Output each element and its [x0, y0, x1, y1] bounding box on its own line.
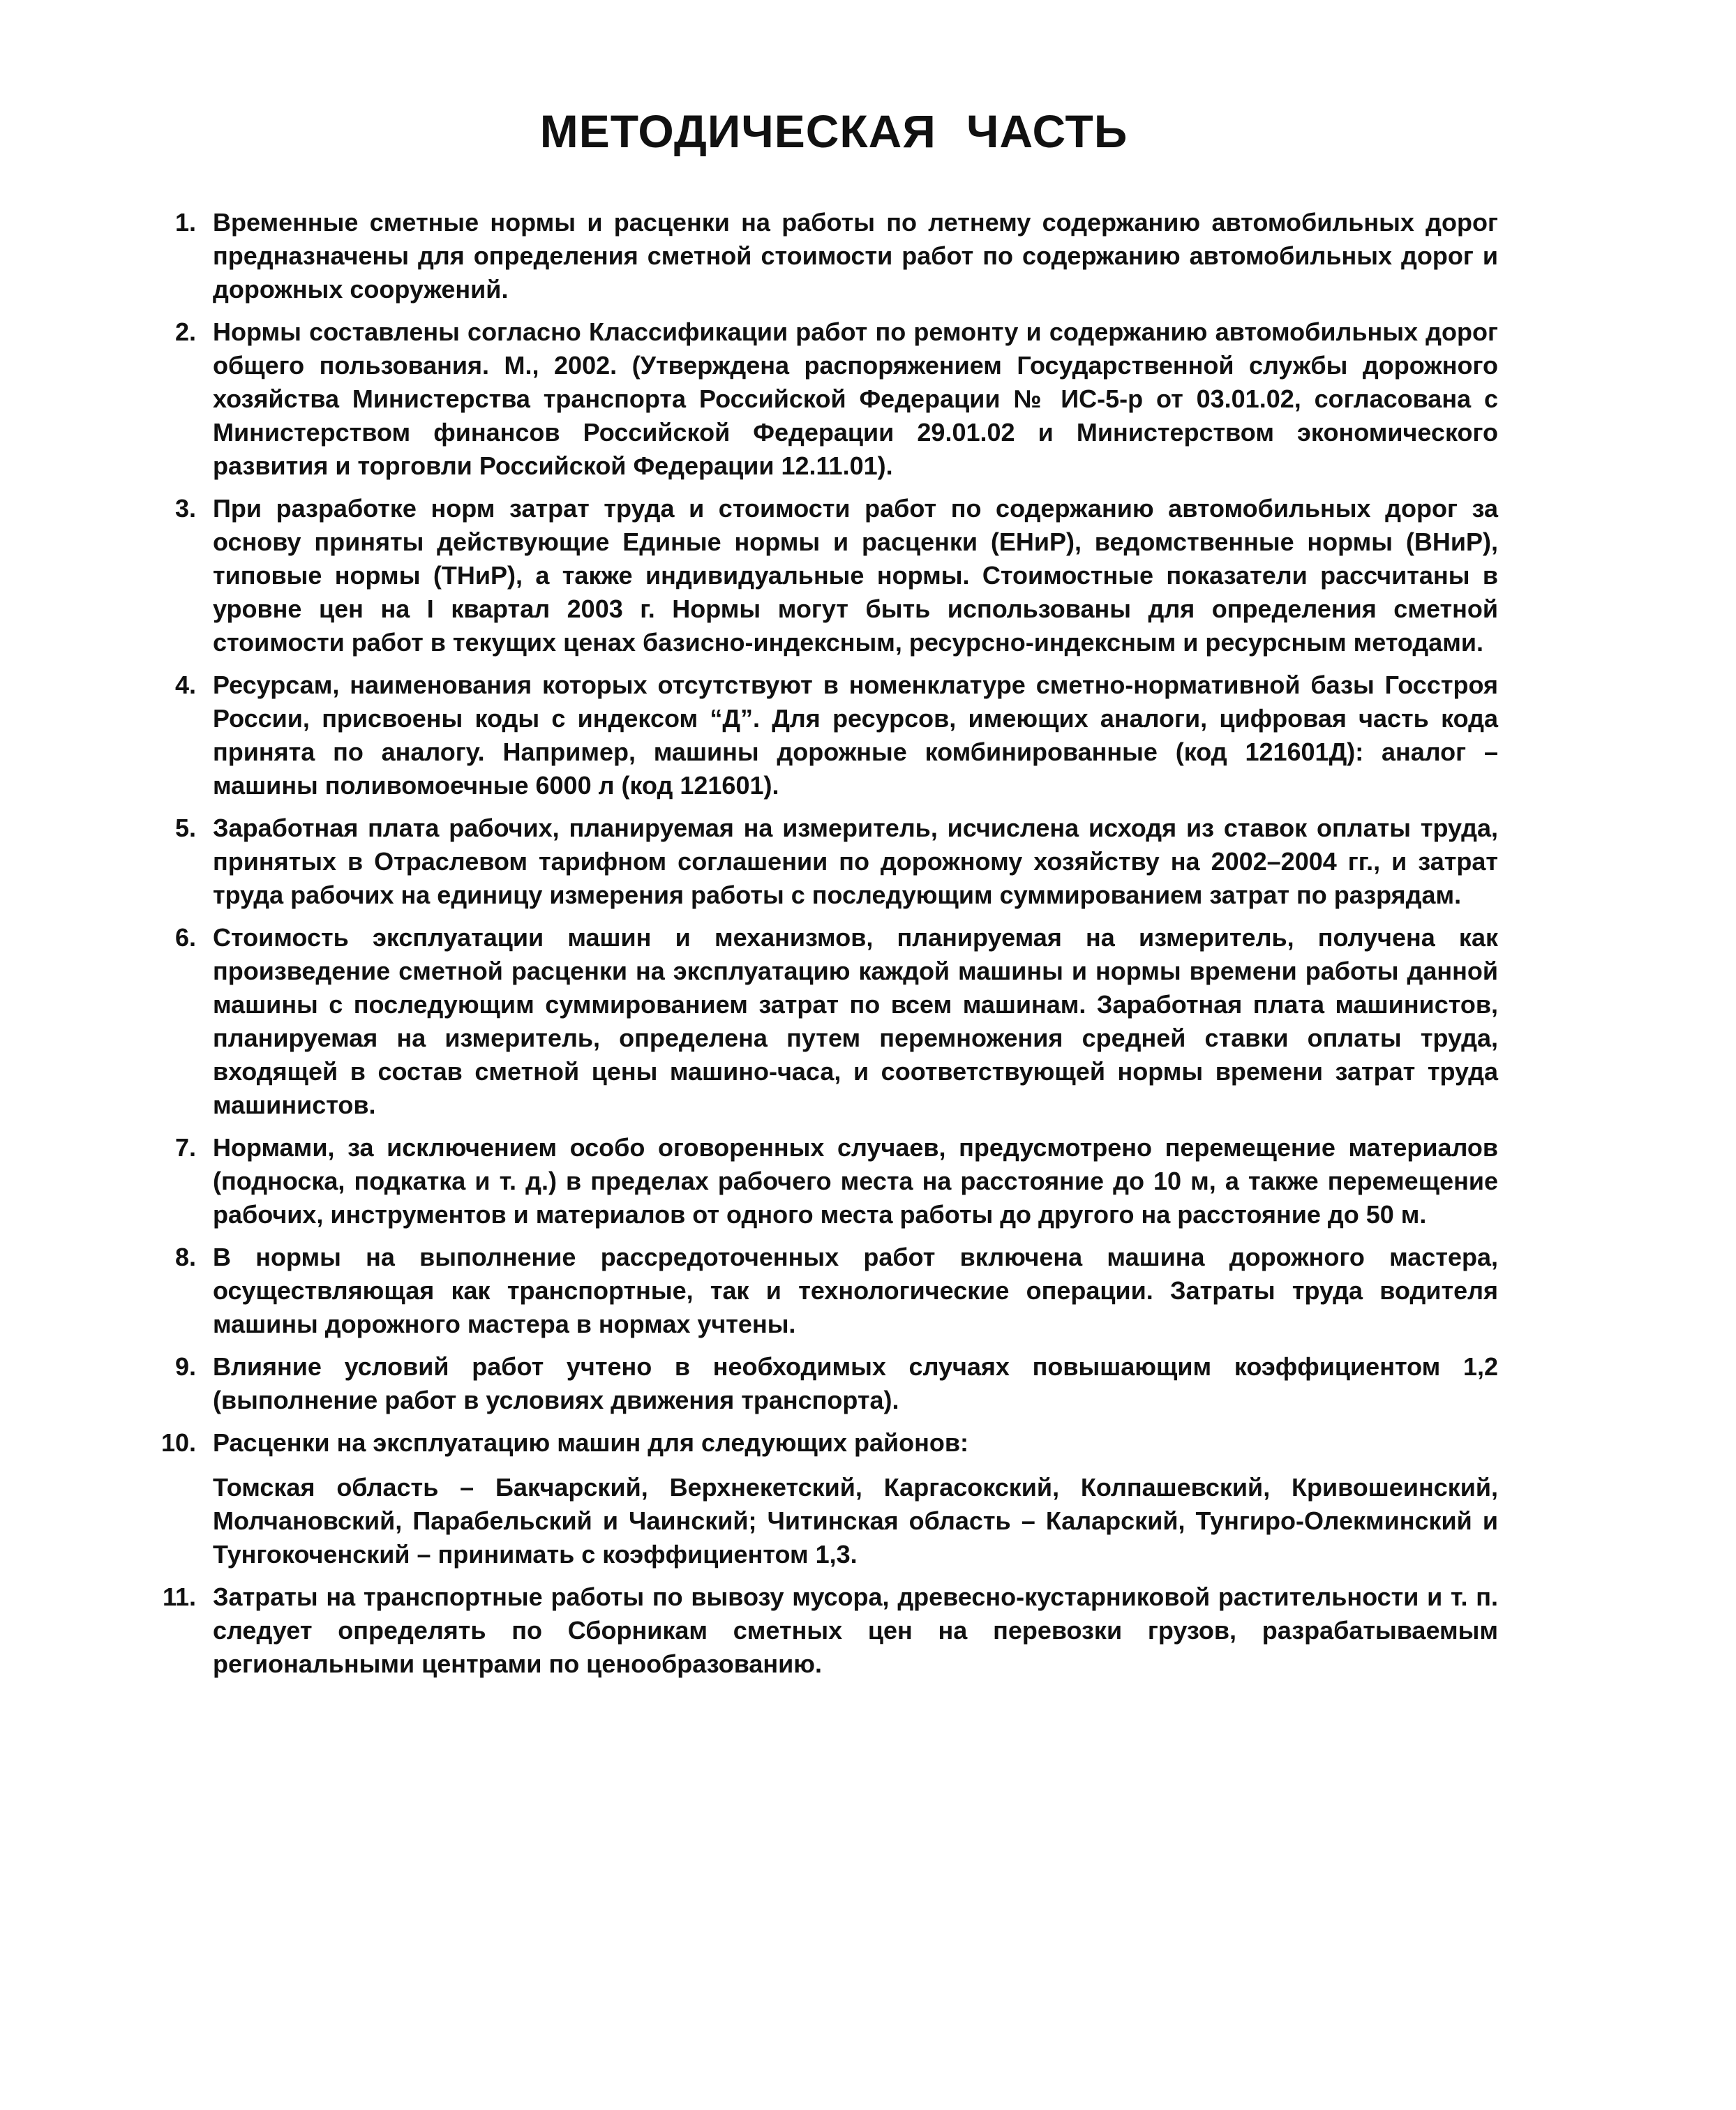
item-number: 5.	[174, 814, 196, 842]
list-item-4	[174, 668, 1498, 802]
list-item-11	[162, 1580, 1498, 1681]
methodology-list	[160, 206, 1498, 1690]
item-text: Нормы составлены согласно Классификации работ по ремонту и содержанию автомобильных дорог общего пользования. М., 2002. (Утверждена распоряжением Государственной службы дорожного хозяйства Министерства транспорта Российской Федерации № ИС-5-р от 03.01.02, согласована с Министерством финансов Российской Федерации 29.01.02 и Министерством экономического развития и торговли Российской Федерации 12.11.01).	[213, 317, 1498, 480]
item-number: 8.	[174, 1243, 196, 1271]
item-text: Ресурсам, наименования которых отсутствуют в номенклатуре сметно-нормативной базы Госстроя России, присвоены коды с индексом “Д”. Для ресурсов, имеющих аналоги, цифровая часть кода принята по аналогу. Например, машины дорожные комбинированные (код 121601Д): аналог – машины поливомоечные 6000 л (код 121601).	[213, 671, 1498, 800]
item-number: 10.	[160, 1428, 196, 1457]
item-text: Стоимость эксплуатации машин и механизмов, планируемая на измеритель, получена как произведение сметной расценки на эксплуатацию каждой машины и нормы времени работы данной машины с последующим суммированием затрат по всем машинам. Заработная плата машинистов, планируемая на измеритель, определена путем перемножения средней ставки оплаты труда, входящей в состав сметной цены машино-часа, и соответствующей нормы времени затрат труда машинистов.	[213, 923, 1498, 1119]
list-item-8	[174, 1241, 1498, 1341]
item-text: В нормы на выполнение рассредоточенных работ включена машина дорожного мастера, осуществляющая как транспортные, так и технологические операции. Затраты труда водителя машины дорожного мастера в нормах учтены.	[213, 1243, 1498, 1338]
list-item-1	[174, 206, 1498, 306]
item-number: 6.	[174, 923, 196, 952]
list-item-7	[174, 1131, 1498, 1232]
item-text: Нормами, за исключением особо оговоренных случаев, предусмотрено перемещение материалов (подноска, подкатка и т. д.) в пределах рабочего места на расстояние до 10 м, а также перемещение рабочих, инструментов и материалов от одного места работы до другого на расстояние до 50 м.	[213, 1133, 1498, 1229]
item-number: 2.	[174, 317, 196, 346]
item-text: Затраты на транспортные работы по вывозу мусора, древесно-кустарниковой растительности и т. п. следует определять по Сборникам сметных цен на перевозки грузов, разрабатываемым региональными центрами по ценообразованию.	[213, 1582, 1498, 1678]
item-number: 11.	[162, 1582, 196, 1611]
list-item-5	[174, 811, 1498, 912]
item-subparagraph: Томская область – Бакчарский, Верхнекетский, Каргасокский, Колпашевский, Кривошеинский, Молчановский, Парабельский и Чаинский; Читинская область – Каларский, Тунгиро-Олекминский и Тунгокоченский – принимать с коэффициентом 1,3.	[213, 1473, 1498, 1569]
item-number: 1.	[174, 208, 196, 237]
item-number: 7.	[174, 1133, 196, 1162]
item-text: При разработке норм затрат труда и стоимости работ по содержанию автомобильных дорог за основу приняты действующие Единые нормы и расценки (ЕНиР), ведомственные нормы (ВНиР), типовые нормы (ТНиР), а также индивидуальные нормы. Стоимостные показатели рассчитаны в уровне цен на I квартал 2003 г. Нормы могут быть использованы для определения сметной стоимости работ в текущих ценах базисно-индексным, ресурсно-индексным и ресурсным методами.	[213, 494, 1498, 657]
item-text: Влияние условий работ учтено в необходимых случаях повышающим коэффициентом 1,2 (выполнение работ в условиях движения транспорта).	[213, 1352, 1498, 1414]
item-text: Расценки на эксплуатацию машин для следующих районов:	[213, 1428, 969, 1457]
item-number: 9.	[174, 1352, 196, 1381]
item-text: Временные сметные нормы и расценки на работы по летнему содержанию автомобильных дорог предназначены для определения сметной стоимости работ по содержанию автомобильных дорог и дорожных сооружений.	[213, 208, 1498, 304]
list-item-9	[174, 1350, 1498, 1417]
page-title: МЕТОДИЧЕСКАЯ ЧАСТЬ	[539, 105, 1128, 157]
list-item-2	[174, 315, 1498, 483]
list-item-6	[174, 921, 1498, 1122]
list-item-10	[160, 1426, 1498, 1571]
item-text: Заработная плата рабочих, планируемая на измеритель, исчислена исходя из ставок оплаты труда, принятых в Отраслевом тарифном соглашении по дорожному хозяйству на 2002–2004 гг., и затрат труда рабочих на единицу измерения работы с последующим суммированием затрат по разрядам.	[213, 814, 1498, 909]
list-item-3	[174, 492, 1498, 659]
item-number: 3.	[174, 494, 196, 523]
item-number: 4.	[174, 671, 196, 699]
